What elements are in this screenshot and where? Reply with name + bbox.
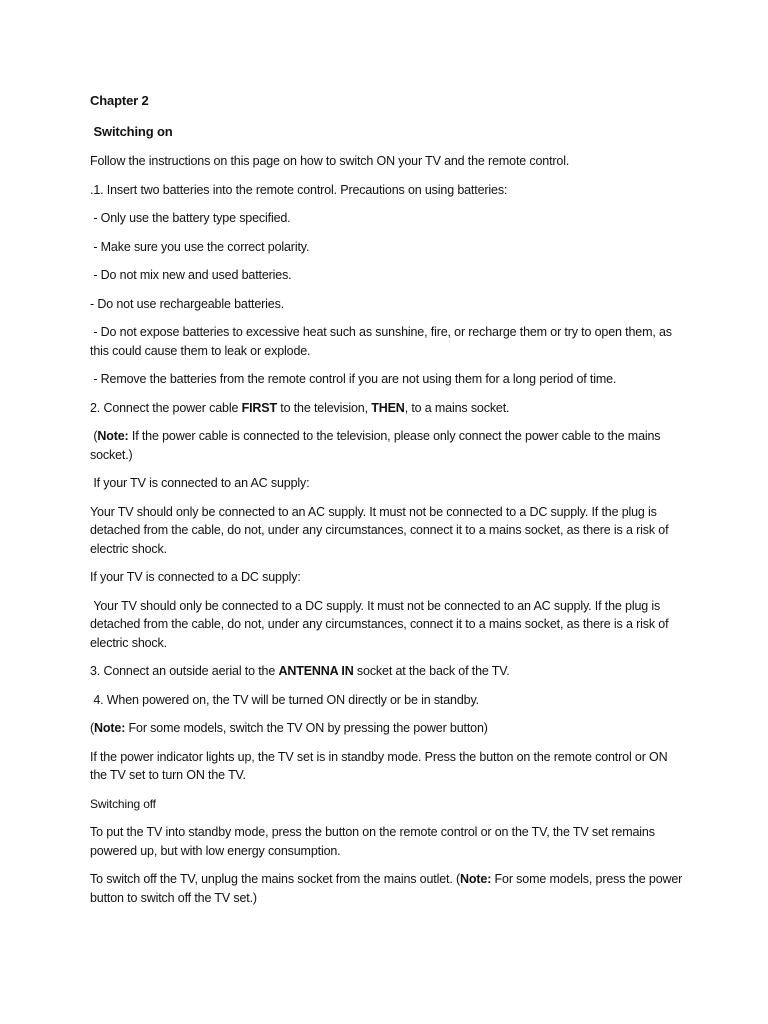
note-label: Note: [97,429,129,443]
step-3-antenna-in: ANTENNA IN [278,664,354,678]
unplug-text-a: To switch off the TV, unplug the mains socket from the mains outlet. ( [90,872,461,886]
section-heading-switching-on: Switching on [90,123,173,139]
dc-supply-text: Your TV should only be connected to a DC supply. It must not be connected to an AC supply. If the plug is detached from the cable, do not, under any circumstances, connect it to a mains socket, as there is a risk of electric shock. [90,598,672,650]
note-text: If the power cable is connected to the television, please only connect the power cable to the mains socket.) [90,429,661,462]
intro-paragraph: Follow the instructions on this page on how to switch ON your TV and the remote control. [90,154,570,168]
switching-off-heading: Switching off [90,796,156,811]
document-page [90,92,685,917]
step-1: .1. Insert two batteries into the remote control. Precautions on using batteries: [90,182,508,197]
battery-precaution-4: - Do not use rechargeable batteries. [90,296,285,311]
battery-precaution-2: - Make sure you use the correct polarity. [90,239,310,254]
dc-supply-heading: If your TV is connected to a DC supply: [90,570,301,584]
battery-precaution-1: - Only use the battery type specified. [90,211,291,225]
step-2-text-b: to the television, [276,400,372,415]
ac-supply-heading: If your TV is connected to an AC supply: [90,476,310,490]
note-power-button [90,719,685,738]
step-2-then: THEN [371,400,405,415]
step-3-text-b: socket at the back of the TV. [353,664,510,678]
note-power-cable [90,427,685,464]
step-2 [90,399,685,418]
step-3 [90,662,685,681]
switching-off-standby: To put the TV into standby mode, press the button on the remote control or on the TV, the TV set remains powered up, but with low energy consumption. [90,825,655,858]
unplug-text-b: For some models, press the power button to switch off the TV set.) [90,872,683,905]
step-2-text-c: , to a mains socket. [404,400,510,415]
battery-precaution-5: - Do not expose batteries to excessive heat such as sunshine, fire, or recharge them or try to open them, as this could cause them to leak or explode. [90,325,676,358]
battery-precaution-6: - Remove the batteries from the remote control if you are not using them for a long period of time. [90,372,617,386]
note-open-paren: ( [90,429,98,443]
battery-precaution-3: - Do not mix new and used batteries. [90,268,292,282]
step-3-text-a: 3. Connect an outside aerial to the [90,664,279,678]
note2-text: For some models, switch the TV ON by pressing the power button) [125,721,488,735]
note2-label: Note: [94,721,126,735]
ac-supply-text: Your TV should only be connected to an AC supply. It must not be connected to a DC supply. If the plug is detached from the cable, do not, under any circumstances, connect it to a mains socket, as there is a risk of electric shock. [90,504,669,556]
switching-off-unplug [90,870,685,907]
step-4: 4. When powered on, the TV will be turned ON directly or be in standby. [90,692,479,707]
step-2-first: FIRST [241,400,277,415]
chapter-title: Chapter 2 [90,93,149,108]
standby-paragraph: If the power indicator lights up, the TV set is in standby mode. Press the button on the remote control or ON the TV set to turn ON the TV. [90,749,668,782]
unplug-note-label: Note: [460,872,492,886]
note2-open-paren: ( [90,721,95,735]
step-2-text-a: 2. Connect the power cable [90,400,242,415]
